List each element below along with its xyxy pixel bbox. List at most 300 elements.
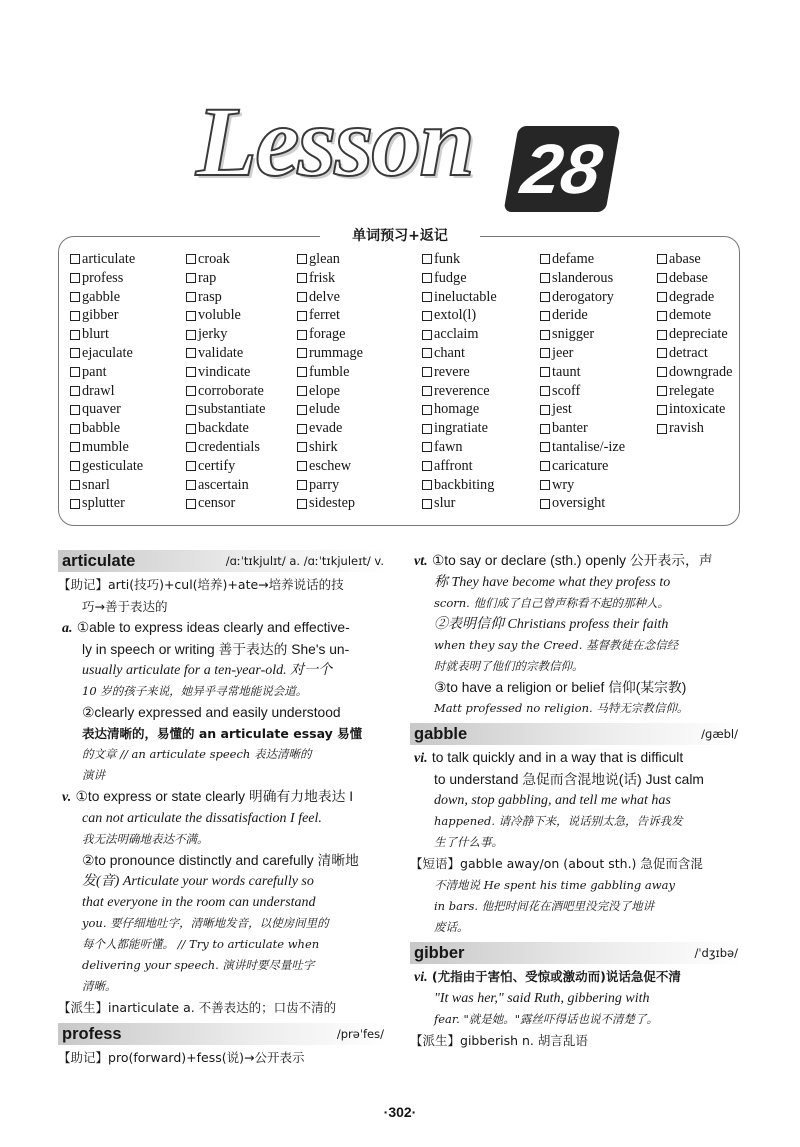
vocab-word: rummage	[309, 344, 363, 361]
vocab-column	[657, 250, 733, 438]
example-line: down, stop gabbling, and tell me what has	[434, 793, 671, 808]
headword: articulate	[62, 551, 136, 570]
vocab-item[interactable]	[540, 325, 625, 344]
vocab-item[interactable]	[540, 419, 625, 438]
checkbox-icon[interactable]	[657, 254, 667, 264]
vocab-preview-box	[58, 236, 740, 526]
vocab-item[interactable]	[297, 269, 363, 288]
vocab-item[interactable]	[422, 476, 497, 495]
sense-line: vi. (尤指由于害怕、受惊或激动而)说话急促不清	[414, 969, 681, 985]
checkbox-icon[interactable]	[657, 348, 667, 358]
vocab-word: elope	[309, 382, 340, 399]
example-line: 的文章 // an articulate speech 表达清晰的	[82, 747, 312, 761]
vocab-word: wry	[552, 476, 575, 493]
vocab-item[interactable]	[186, 269, 266, 288]
vocab-item[interactable]	[540, 494, 625, 513]
derivative-tag: 【派生】	[410, 1033, 461, 1048]
checkbox-icon[interactable]	[422, 367, 432, 377]
example-translation: scorn. 他们成了自己曾声称看不起的那种人。	[434, 596, 669, 610]
mnemonic-tag: 【助记】	[58, 577, 109, 592]
checkbox-icon[interactable]	[297, 499, 307, 509]
example-line: when they say the Creed. 基督教徒在念信经	[434, 638, 679, 652]
checkbox-icon[interactable]	[657, 386, 667, 396]
sense-line: a. ①able to express ideas clearly and effective-	[62, 620, 350, 636]
checkbox-icon[interactable]	[70, 461, 80, 471]
sense-line: vt. ①to say or declare (sth.) openly 公开表示，声	[414, 553, 713, 569]
vocab-column	[422, 250, 497, 513]
vocab-word: blurt	[82, 326, 110, 343]
vocab-item[interactable]	[297, 306, 363, 325]
vocab-word: snarl	[82, 476, 110, 493]
vocab-item[interactable]	[422, 438, 497, 457]
vocab-item[interactable]	[70, 250, 143, 269]
vocab-word: ferret	[309, 307, 340, 324]
vocab-word: slanderous	[552, 269, 614, 286]
example-line: 称 They have become what they profess to	[434, 575, 671, 590]
vocab-item[interactable]	[422, 250, 497, 269]
vocab-item[interactable]	[186, 438, 266, 457]
vocab-word: splutter	[82, 495, 125, 512]
checkbox-icon[interactable]	[186, 461, 196, 471]
pos-label: vi.	[414, 751, 428, 766]
checkbox-icon[interactable]	[657, 311, 667, 321]
phonetic: /ˈdʒɪbə/	[694, 945, 738, 960]
vocab-item[interactable]	[540, 476, 625, 495]
checkbox-icon[interactable]	[297, 311, 307, 321]
example-line: Matt professed no religion. 马特无宗教信仰。	[434, 701, 689, 715]
mnemonic-line: 【助记】pro(forward)+fess(说)→公开表示	[58, 1050, 305, 1065]
checkbox-icon[interactable]	[540, 461, 550, 471]
checkbox-icon[interactable]	[422, 405, 432, 415]
vocab-item[interactable]	[297, 363, 363, 382]
checkbox-icon[interactable]	[70, 386, 80, 396]
vocab-item[interactable]	[186, 457, 266, 476]
checkbox-icon[interactable]	[70, 273, 80, 283]
checkbox-icon[interactable]	[297, 367, 307, 377]
example-line: "It was her," said Ruth, gibbering with	[434, 991, 650, 1006]
vocab-word: evade	[309, 420, 343, 437]
vocab-item[interactable]	[657, 419, 733, 438]
mnemonic-line: 巧→善于表达的	[82, 599, 168, 614]
checkbox-icon[interactable]	[540, 405, 550, 415]
vocab-word: mumble	[82, 438, 129, 455]
vocab-word: slur	[434, 495, 456, 512]
vocab-item[interactable]	[540, 344, 625, 363]
vocab-item[interactable]	[70, 344, 143, 363]
vocab-item[interactable]	[540, 457, 625, 476]
vocab-word: banter	[552, 420, 588, 437]
vocab-word: ingratiate	[434, 420, 488, 437]
checkbox-icon[interactable]	[540, 424, 550, 434]
vocab-word: debase	[669, 269, 708, 286]
checkbox-icon[interactable]	[186, 405, 196, 415]
checkbox-icon[interactable]	[186, 348, 196, 358]
example-line: 每个人都能听懂。 // Try to articulate when	[82, 937, 320, 951]
vocab-item[interactable]	[297, 400, 363, 419]
vocab-item[interactable]	[422, 325, 497, 344]
checkbox-icon[interactable]	[540, 499, 550, 509]
vocab-item[interactable]	[297, 494, 363, 513]
vocab-item[interactable]	[422, 382, 497, 401]
vocab-item[interactable]	[657, 382, 733, 401]
entry-header-gibber	[410, 942, 742, 964]
vocab-item[interactable]	[297, 457, 363, 476]
vocab-word: babble	[82, 420, 121, 437]
vocab-column	[540, 250, 625, 513]
phrase-tag: 【短语】	[410, 856, 461, 871]
vocab-word: gesticulate	[82, 457, 144, 474]
example-line: in bars. 他把时间花在酒吧里没完没了地讲	[434, 899, 655, 913]
vocab-item[interactable]	[540, 250, 625, 269]
example-line: that everyone in the room can understand	[82, 895, 316, 910]
checkbox-icon[interactable]	[657, 292, 667, 302]
phonetic: /ɑːˈtɪkjulɪt/ a. /ɑːˈtɪkjuleɪt/ v.	[225, 553, 384, 568]
vocab-item[interactable]	[297, 250, 363, 269]
vocab-word: forage	[309, 326, 346, 343]
vocab-word: corroborate	[198, 382, 264, 399]
checkbox-icon[interactable]	[540, 442, 550, 452]
checkbox-icon[interactable]	[186, 292, 196, 302]
vocab-word: depreciate	[669, 326, 728, 343]
vocab-item[interactable]	[186, 419, 266, 438]
vocab-word: backdate	[198, 420, 249, 437]
sense-line: ②表明信仰 Christians profess their faith	[434, 617, 669, 632]
vocab-item[interactable]	[297, 288, 363, 307]
checkbox-icon[interactable]	[297, 273, 307, 283]
checkbox-icon[interactable]	[186, 330, 196, 340]
checkbox-icon[interactable]	[422, 330, 432, 340]
vocab-item[interactable]	[70, 457, 143, 476]
vocab-word: jeer	[552, 344, 574, 361]
checkbox-icon[interactable]	[540, 348, 550, 358]
checkbox-icon[interactable]	[297, 386, 307, 396]
checkbox-icon[interactable]	[540, 273, 550, 283]
vocab-item[interactable]	[186, 288, 266, 307]
vocab-word: certify	[198, 457, 236, 474]
vocab-item[interactable]	[186, 325, 266, 344]
vocab-item[interactable]	[70, 438, 143, 457]
vocab-item[interactable]	[70, 363, 143, 382]
vocab-item[interactable]	[186, 494, 266, 513]
vocab-item[interactable]	[657, 306, 733, 325]
vocab-word: croak	[198, 251, 230, 267]
checkbox-icon[interactable]	[422, 273, 432, 283]
checkbox-icon[interactable]	[540, 480, 550, 490]
vocab-word: downgrade	[669, 363, 733, 380]
vocab-item[interactable]	[297, 382, 363, 401]
vocab-word: derogatory	[552, 288, 614, 305]
headword: profess	[62, 1024, 122, 1043]
vocab-heading: 单词预习+返记	[352, 228, 448, 244]
vocab-item[interactable]	[540, 363, 625, 382]
vocab-item[interactable]	[422, 363, 497, 382]
checkbox-icon[interactable]	[422, 292, 432, 302]
vocab-word: homage	[434, 401, 480, 418]
vocab-column	[297, 250, 363, 513]
vocab-word: detract	[669, 344, 708, 361]
vocab-item[interactable]	[186, 344, 266, 363]
vocab-item[interactable]	[186, 306, 266, 325]
checkbox-icon[interactable]	[186, 386, 196, 396]
vocab-item[interactable]	[422, 344, 497, 363]
checkbox-icon[interactable]	[297, 348, 307, 358]
vocab-word: voluble	[198, 307, 241, 324]
checkbox-icon[interactable]	[657, 405, 667, 415]
checkbox-icon[interactable]	[540, 311, 550, 321]
example-translation: 时就表明了他们的宗教信仰。	[434, 659, 584, 673]
vocab-word: ejaculate	[82, 344, 133, 361]
checkbox-icon[interactable]	[657, 367, 667, 377]
checkbox-icon[interactable]	[70, 499, 80, 509]
checkbox-icon[interactable]	[186, 499, 196, 509]
vocab-item[interactable]	[297, 419, 363, 438]
vocab-word: jerky	[198, 326, 228, 343]
sense-line: ly in speech or writing 善于表达的 She's un-	[82, 642, 350, 657]
checkbox-icon[interactable]	[297, 405, 307, 415]
vocab-item[interactable]	[422, 400, 497, 419]
pos-label: a.	[62, 621, 73, 636]
vocab-item[interactable]	[422, 269, 497, 288]
headword: gibber	[414, 943, 465, 962]
vocab-word: backbiting	[434, 476, 495, 493]
checkbox-icon[interactable]	[657, 424, 667, 434]
vocab-word: ascertain	[198, 476, 249, 493]
checkbox-icon[interactable]	[70, 367, 80, 377]
checkbox-icon[interactable]	[422, 311, 432, 321]
vocab-word: rasp	[198, 288, 222, 305]
sense-line: to understand 急促而含混地说(话) Just calm	[434, 772, 704, 787]
vocab-word: taunt	[552, 363, 581, 380]
vocab-word: funk	[434, 251, 461, 267]
checkbox-icon[interactable]	[70, 480, 80, 490]
vocab-item[interactable]	[657, 250, 733, 269]
checkbox-icon[interactable]	[70, 311, 80, 321]
vocab-word: abase	[669, 251, 701, 267]
vocab-word: acclaim	[434, 326, 479, 343]
vocab-item[interactable]	[657, 325, 733, 344]
vocab-word: ravish	[669, 420, 704, 437]
vocab-item[interactable]	[540, 288, 625, 307]
vocab-word: caricature	[552, 457, 609, 474]
vocab-word: sidestep	[309, 495, 356, 512]
checkbox-icon[interactable]	[422, 442, 432, 452]
vocab-item[interactable]	[422, 419, 497, 438]
vocab-item[interactable]	[297, 344, 363, 363]
vocab-word: eschew	[309, 457, 352, 474]
vocab-word: drawl	[82, 382, 115, 399]
example-line: happened. 请冷静下来，说话别太急，告诉我发	[434, 814, 683, 828]
example-line: you. 要仔细地吐字，清晰地发音，以使房间里的	[82, 916, 329, 930]
vocab-item[interactable]	[657, 269, 733, 288]
vocab-word: reverence	[434, 382, 490, 399]
vocab-column	[70, 250, 143, 513]
vocab-word: intoxicate	[669, 401, 726, 418]
vocab-item[interactable]	[186, 476, 266, 495]
checkbox-icon[interactable]	[422, 348, 432, 358]
vocab-word: oversight	[552, 495, 606, 512]
checkbox-icon[interactable]	[422, 386, 432, 396]
vocab-word: jest	[552, 401, 572, 418]
vocab-item[interactable]	[70, 419, 143, 438]
vocab-word: fawn	[434, 438, 463, 455]
entry-header-profess	[58, 1023, 388, 1045]
checkbox-icon[interactable]	[70, 254, 80, 264]
sense-line: v. ①to express or state clearly 明确有力地表达 I	[62, 789, 354, 805]
vocab-word: validate	[198, 344, 244, 361]
entries-right-column	[410, 550, 742, 1052]
checkbox-icon[interactable]	[422, 480, 432, 490]
checkbox-icon[interactable]	[70, 405, 80, 415]
entry-header-articulate	[58, 550, 388, 572]
checkbox-icon[interactable]	[657, 330, 667, 340]
vocab-item[interactable]	[70, 288, 143, 307]
vocab-item[interactable]	[422, 306, 497, 325]
vocab-item[interactable]	[540, 438, 625, 457]
vocab-word: fudge	[434, 269, 467, 286]
vocab-word: substantiate	[198, 401, 266, 418]
vocab-item[interactable]	[422, 494, 497, 513]
vocab-item[interactable]	[657, 400, 733, 419]
vocab-column	[186, 250, 266, 513]
vocab-item[interactable]	[422, 457, 497, 476]
checkbox-icon[interactable]	[70, 292, 80, 302]
vocab-word: pant	[82, 363, 107, 380]
checkbox-icon[interactable]	[186, 311, 196, 321]
vocab-word: shirk	[309, 438, 338, 455]
sense-line: vi. to talk quickly and in a way that is difficult	[414, 750, 684, 766]
headword: gabble	[414, 724, 468, 743]
vocab-item[interactable]	[70, 269, 143, 288]
example-translation: 清晰。	[82, 979, 117, 993]
vocab-word: gibber	[82, 307, 119, 324]
lesson-number-badge: 28	[503, 126, 620, 212]
checkbox-icon[interactable]	[186, 273, 196, 283]
example-translation: 10 岁的孩子来说，她异乎寻常地能说会道。	[82, 684, 308, 698]
checkbox-icon[interactable]	[70, 424, 80, 434]
vocab-word: ineluctable	[434, 288, 497, 305]
example-translation: 我无法明确地表达不满。	[82, 832, 209, 846]
checkbox-icon[interactable]	[297, 254, 307, 264]
example-line: delivering your speech. 演讲时要尽量吐字	[82, 958, 315, 972]
vocab-word: articulate	[82, 251, 136, 267]
vocab-word: frisk	[309, 269, 336, 286]
vocab-item[interactable]	[297, 438, 363, 457]
entry-header-gabble	[410, 723, 742, 745]
vocab-word: glean	[309, 251, 340, 267]
pos-label: v.	[62, 790, 72, 805]
checkbox-icon[interactable]	[297, 424, 307, 434]
vocab-word: tantalise/-ize	[552, 438, 626, 455]
phrase-line: 【短语】gabble away/on (about sth.) 急促而含混	[410, 856, 703, 871]
sense-line: ②clearly expressed and easily understood	[82, 705, 341, 720]
vocab-item[interactable]	[70, 306, 143, 325]
vocab-word: vindicate	[198, 363, 251, 380]
vocab-item[interactable]	[186, 363, 266, 382]
example-line: usually articulate for a ten-year-old. 对一个	[82, 663, 333, 678]
checkbox-icon[interactable]	[422, 254, 432, 264]
checkbox-icon[interactable]	[70, 330, 80, 340]
vocab-word: degrade	[669, 288, 715, 305]
vocab-item[interactable]	[540, 306, 625, 325]
vocab-item[interactable]	[70, 382, 143, 401]
derivative-line: 【派生】inarticulate a. 不善表达的；口齿不清的	[58, 1000, 337, 1015]
phonetic: /ɡæbl/	[701, 726, 738, 741]
example-translation: fear. "就是她。"露丝吓得话也说不清楚了。	[434, 1012, 659, 1026]
vocab-item[interactable]	[657, 363, 733, 382]
vocab-word: extol(l)	[434, 307, 477, 324]
checkbox-icon[interactable]	[186, 367, 196, 377]
checkbox-icon[interactable]	[422, 424, 432, 434]
vocab-word: fumble	[309, 363, 350, 380]
checkbox-icon[interactable]	[186, 442, 196, 452]
checkbox-icon[interactable]	[422, 461, 432, 471]
example-translation: 废话。	[434, 920, 469, 934]
checkbox-icon[interactable]	[657, 273, 667, 283]
vocab-item[interactable]	[70, 400, 143, 419]
vocab-item[interactable]	[422, 288, 497, 307]
checkbox-icon[interactable]	[297, 461, 307, 471]
vocab-item[interactable]	[540, 269, 625, 288]
checkbox-icon[interactable]	[186, 254, 196, 264]
vocab-item[interactable]	[186, 382, 266, 401]
vocab-item[interactable]	[70, 494, 143, 513]
checkbox-icon[interactable]	[540, 254, 550, 264]
checkbox-icon[interactable]	[540, 292, 550, 302]
vocab-word: credentials	[198, 438, 260, 455]
vocab-item[interactable]	[657, 344, 733, 363]
checkbox-icon[interactable]	[297, 442, 307, 452]
checkbox-icon[interactable]	[70, 348, 80, 358]
checkbox-icon[interactable]	[422, 499, 432, 509]
checkbox-icon[interactable]	[297, 292, 307, 302]
mnemonic-tag: 【助记】	[58, 1050, 109, 1065]
derivative-line: 【派生】gibberish n. 胡言乱语	[410, 1033, 588, 1048]
phonetic: /prəˈfes/	[336, 1026, 384, 1041]
vocab-item[interactable]	[540, 400, 625, 419]
vocab-word: demote	[669, 307, 712, 324]
pos-label: vt.	[414, 554, 428, 569]
vocab-item[interactable]	[70, 325, 143, 344]
checkbox-icon[interactable]	[540, 367, 550, 377]
vocab-item[interactable]	[186, 400, 266, 419]
vocab-word: censor	[198, 495, 236, 512]
vocab-word: chant	[434, 344, 465, 361]
vocab-word: profess	[82, 269, 124, 286]
lesson-title-word: Lesson	[196, 86, 473, 197]
sense-line: 表达清晰的，易懂的 an articulate essay 易懂	[82, 726, 363, 741]
lesson-title	[0, 70, 800, 220]
page-number: ·302·	[383, 1104, 417, 1120]
checkbox-icon[interactable]	[70, 442, 80, 452]
checkbox-icon[interactable]	[540, 330, 550, 340]
vocab-item[interactable]	[657, 288, 733, 307]
vocab-item[interactable]	[297, 325, 363, 344]
vocab-item[interactable]	[297, 476, 363, 495]
example-line: can not articulate the dissatisfaction I feel.	[82, 811, 322, 826]
vocab-item[interactable]	[70, 476, 143, 495]
vocab-item[interactable]	[186, 250, 266, 269]
checkbox-icon[interactable]	[186, 480, 196, 490]
checkbox-icon[interactable]	[540, 386, 550, 396]
vocab-word: parry	[309, 476, 340, 493]
checkbox-icon[interactable]	[186, 424, 196, 434]
checkbox-icon[interactable]	[297, 480, 307, 490]
vocab-word: scoff	[552, 382, 581, 399]
mnemonic-line: 【助记】arti(技巧)+cul(培养)+ate→培养说话的技	[58, 577, 344, 592]
example-line: 发(音) Articulate your words carefully so	[82, 874, 314, 889]
vocab-item[interactable]	[540, 382, 625, 401]
checkbox-icon[interactable]	[297, 330, 307, 340]
